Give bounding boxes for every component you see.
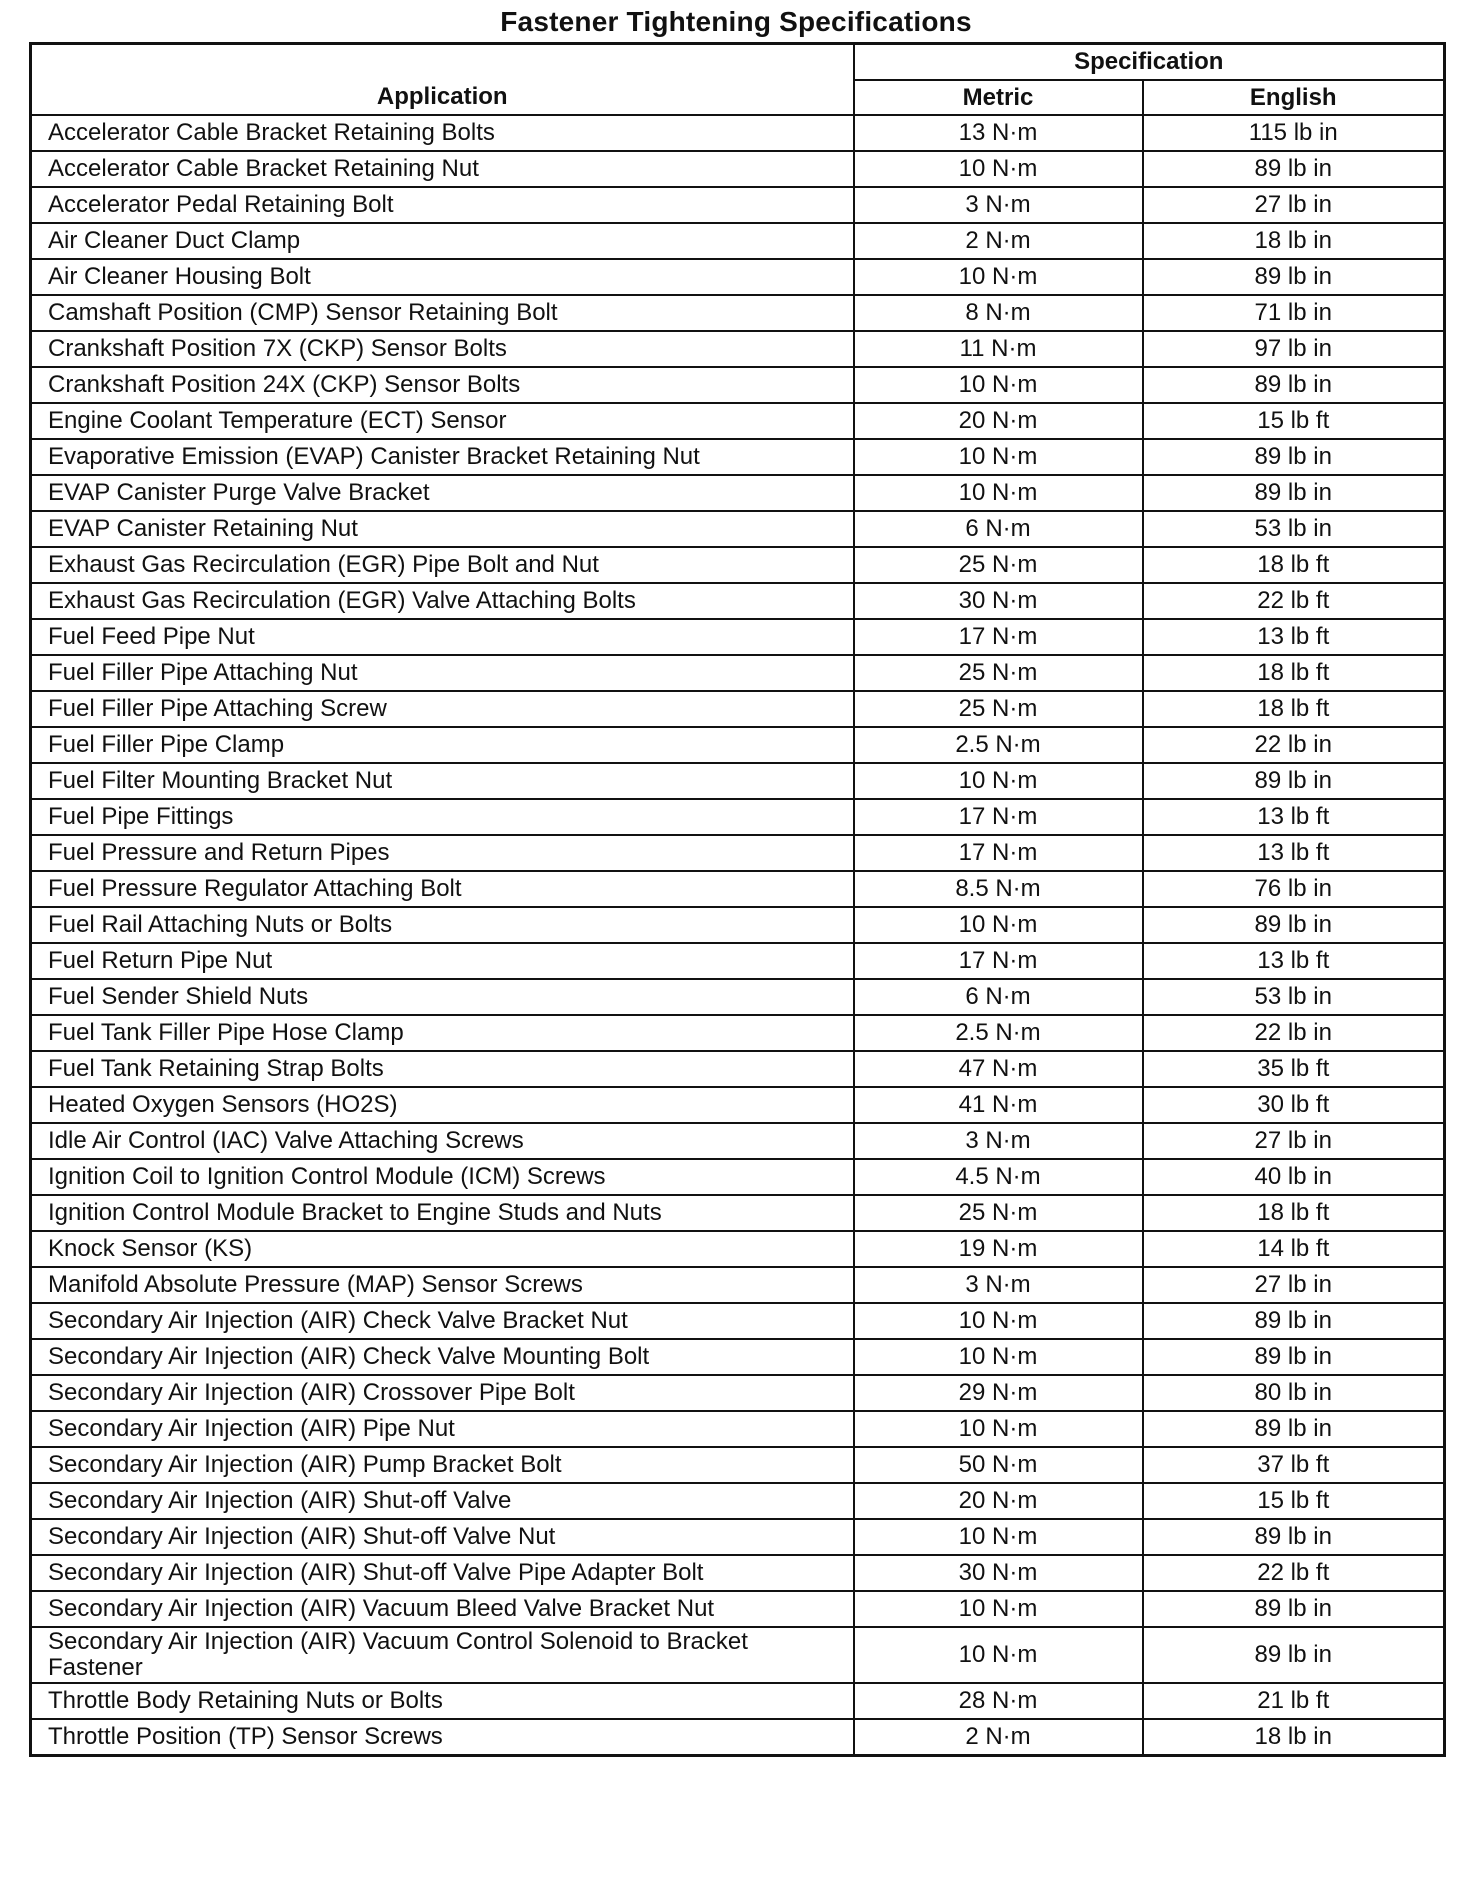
table-row bbox=[31, 1411, 1445, 1447]
table-row bbox=[31, 1159, 1445, 1195]
english-cell: 89 lb in bbox=[1143, 151, 1445, 187]
metric-cell: 11 N·m bbox=[854, 331, 1143, 367]
english-cell: 89 lb in bbox=[1143, 1591, 1445, 1627]
table-row bbox=[31, 727, 1445, 763]
application-cell: Fuel Pressure and Return Pipes bbox=[31, 835, 854, 871]
metric-cell: 25 N·m bbox=[854, 547, 1143, 583]
application-cell: Air Cleaner Duct Clamp bbox=[31, 223, 854, 259]
metric-cell: 8 N·m bbox=[854, 295, 1143, 331]
english-cell: 89 lb in bbox=[1143, 1411, 1445, 1447]
english-cell: 76 lb in bbox=[1143, 871, 1445, 907]
metric-cell: 50 N·m bbox=[854, 1447, 1143, 1483]
application-cell: Fuel Feed Pipe Nut bbox=[31, 619, 854, 655]
table-row bbox=[31, 187, 1445, 223]
table-row bbox=[31, 1483, 1445, 1519]
table-row bbox=[31, 1375, 1445, 1411]
application-cell: EVAP Canister Retaining Nut bbox=[31, 511, 854, 547]
table-row bbox=[31, 1683, 1445, 1719]
metric-cell: 4.5 N·m bbox=[854, 1159, 1143, 1195]
english-cell: 18 lb ft bbox=[1143, 1195, 1445, 1231]
metric-cell: 10 N·m bbox=[854, 1591, 1143, 1627]
metric-cell: 10 N·m bbox=[854, 1519, 1143, 1555]
table-row bbox=[31, 511, 1445, 547]
application-cell: Crankshaft Position 7X (CKP) Sensor Bolts bbox=[31, 331, 854, 367]
table-row bbox=[31, 1195, 1445, 1231]
english-cell: 18 lb ft bbox=[1143, 655, 1445, 691]
application-cell: Ignition Coil to Ignition Control Module (ICM) Screws bbox=[31, 1159, 854, 1195]
page-title: Fastener Tightening Specifications bbox=[500, 6, 972, 37]
table-row bbox=[31, 1591, 1445, 1627]
english-column-header: English bbox=[1143, 80, 1445, 115]
english-cell: 22 lb in bbox=[1143, 727, 1445, 763]
metric-cell: 2.5 N·m bbox=[854, 727, 1143, 763]
application-cell: Camshaft Position (CMP) Sensor Retaining Bolt bbox=[31, 295, 854, 331]
application-cell: EVAP Canister Purge Valve Bracket bbox=[31, 475, 854, 511]
table-row bbox=[31, 259, 1445, 295]
table-row bbox=[31, 115, 1445, 151]
application-cell: Air Cleaner Housing Bolt bbox=[31, 259, 854, 295]
fastener-spec-table bbox=[29, 42, 1446, 1757]
application-cell: Secondary Air Injection (AIR) Pipe Nut bbox=[31, 1411, 854, 1447]
english-cell: 18 lb ft bbox=[1143, 547, 1445, 583]
application-cell: Secondary Air Injection (AIR) Check Valve Mounting Bolt bbox=[31, 1339, 854, 1375]
application-cell: Knock Sensor (KS) bbox=[31, 1231, 854, 1267]
table-row bbox=[31, 655, 1445, 691]
metric-cell: 20 N·m bbox=[854, 1483, 1143, 1519]
table-row bbox=[31, 943, 1445, 979]
metric-cell: 17 N·m bbox=[854, 835, 1143, 871]
metric-cell: 2.5 N·m bbox=[854, 1015, 1143, 1051]
application-cell: Evaporative Emission (EVAP) Canister Bracket Retaining Nut bbox=[31, 439, 854, 475]
application-cell: Exhaust Gas Recirculation (EGR) Pipe Bolt and Nut bbox=[31, 547, 854, 583]
metric-cell: 10 N·m bbox=[854, 1339, 1143, 1375]
english-cell: 89 lb in bbox=[1143, 1519, 1445, 1555]
application-cell: Manifold Absolute Pressure (MAP) Sensor Screws bbox=[31, 1267, 854, 1303]
metric-cell: 20 N·m bbox=[854, 403, 1143, 439]
table-row bbox=[31, 367, 1445, 403]
application-cell: Fuel Filler Pipe Attaching Nut bbox=[31, 655, 854, 691]
table-row bbox=[31, 1087, 1445, 1123]
application-cell: Secondary Air Injection (AIR) Vacuum Control Solenoid to Bracket Fastener bbox=[31, 1627, 854, 1683]
application-cell: Secondary Air Injection (AIR) Crossover Pipe Bolt bbox=[31, 1375, 854, 1411]
english-cell: 18 lb in bbox=[1143, 223, 1445, 259]
metric-cell: 10 N·m bbox=[854, 367, 1143, 403]
application-cell: Secondary Air Injection (AIR) Pump Bracket Bolt bbox=[31, 1447, 854, 1483]
application-cell: Throttle Body Retaining Nuts or Bolts bbox=[31, 1683, 854, 1719]
english-cell: 13 lb ft bbox=[1143, 943, 1445, 979]
english-cell: 35 lb ft bbox=[1143, 1051, 1445, 1087]
metric-cell: 10 N·m bbox=[854, 1411, 1143, 1447]
application-cell: Fuel Sender Shield Nuts bbox=[31, 979, 854, 1015]
table-row bbox=[31, 1051, 1445, 1087]
english-cell: 18 lb ft bbox=[1143, 691, 1445, 727]
table-row bbox=[31, 439, 1445, 475]
table-row bbox=[31, 151, 1445, 187]
application-cell: Secondary Air Injection (AIR) Shut-off Valve Pipe Adapter Bolt bbox=[31, 1555, 854, 1591]
table-row bbox=[31, 583, 1445, 619]
metric-cell: 6 N·m bbox=[854, 979, 1143, 1015]
english-cell: 27 lb in bbox=[1143, 1123, 1445, 1159]
table-row bbox=[31, 1123, 1445, 1159]
english-cell: 89 lb in bbox=[1143, 1339, 1445, 1375]
english-cell: 30 lb ft bbox=[1143, 1087, 1445, 1123]
english-cell: 89 lb in bbox=[1143, 907, 1445, 943]
application-cell: Accelerator Cable Bracket Retaining Nut bbox=[31, 151, 854, 187]
english-cell: 40 lb in bbox=[1143, 1159, 1445, 1195]
table-row bbox=[31, 907, 1445, 943]
metric-cell: 8.5 N·m bbox=[854, 871, 1143, 907]
table-row bbox=[31, 1303, 1445, 1339]
application-cell: Secondary Air Injection (AIR) Check Valve Bracket Nut bbox=[31, 1303, 854, 1339]
table-row bbox=[31, 619, 1445, 655]
english-cell: 13 lb ft bbox=[1143, 619, 1445, 655]
english-cell: 115 lb in bbox=[1143, 115, 1445, 151]
english-cell: 22 lb in bbox=[1143, 1015, 1445, 1051]
english-cell: 89 lb in bbox=[1143, 1303, 1445, 1339]
table-row bbox=[31, 1339, 1445, 1375]
english-cell: 89 lb in bbox=[1143, 439, 1445, 475]
english-cell: 89 lb in bbox=[1143, 1627, 1445, 1683]
application-cell: Fuel Tank Filler Pipe Hose Clamp bbox=[31, 1015, 854, 1051]
table-row bbox=[31, 691, 1445, 727]
application-cell: Crankshaft Position 24X (CKP) Sensor Bolts bbox=[31, 367, 854, 403]
application-cell: Ignition Control Module Bracket to Engine Studs and Nuts bbox=[31, 1195, 854, 1231]
english-cell: 89 lb in bbox=[1143, 367, 1445, 403]
metric-cell: 28 N·m bbox=[854, 1683, 1143, 1719]
application-cell: Fuel Return Pipe Nut bbox=[31, 943, 854, 979]
table-row bbox=[31, 1719, 1445, 1756]
english-cell: 97 lb in bbox=[1143, 331, 1445, 367]
application-cell: Fuel Pressure Regulator Attaching Bolt bbox=[31, 871, 854, 907]
metric-cell: 3 N·m bbox=[854, 1267, 1143, 1303]
english-cell: 13 lb ft bbox=[1143, 799, 1445, 835]
table-row bbox=[31, 295, 1445, 331]
metric-cell: 10 N·m bbox=[854, 439, 1143, 475]
english-cell: 89 lb in bbox=[1143, 475, 1445, 511]
english-cell: 15 lb ft bbox=[1143, 403, 1445, 439]
table-row bbox=[31, 799, 1445, 835]
metric-column-header: Metric bbox=[854, 80, 1143, 115]
table-row bbox=[31, 475, 1445, 511]
application-cell: Heated Oxygen Sensors (HO2S) bbox=[31, 1087, 854, 1123]
metric-cell: 25 N·m bbox=[854, 655, 1143, 691]
english-cell: 21 lb ft bbox=[1143, 1683, 1445, 1719]
metric-cell: 25 N·m bbox=[854, 691, 1143, 727]
table-row bbox=[31, 1447, 1445, 1483]
metric-cell: 13 N·m bbox=[854, 115, 1143, 151]
application-cell: Accelerator Pedal Retaining Bolt bbox=[31, 187, 854, 223]
table-row bbox=[31, 1231, 1445, 1267]
application-cell: Secondary Air Injection (AIR) Vacuum Bleed Valve Bracket Nut bbox=[31, 1591, 854, 1627]
metric-cell: 41 N·m bbox=[854, 1087, 1143, 1123]
english-cell: 15 lb ft bbox=[1143, 1483, 1445, 1519]
metric-cell: 47 N·m bbox=[854, 1051, 1143, 1087]
metric-cell: 10 N·m bbox=[854, 475, 1143, 511]
application-cell: Idle Air Control (IAC) Valve Attaching Screws bbox=[31, 1123, 854, 1159]
table-row bbox=[31, 1519, 1445, 1555]
english-cell: 80 lb in bbox=[1143, 1375, 1445, 1411]
metric-cell: 17 N·m bbox=[854, 943, 1143, 979]
english-cell: 18 lb in bbox=[1143, 1719, 1445, 1756]
metric-cell: 29 N·m bbox=[854, 1375, 1143, 1411]
application-cell: Fuel Filler Pipe Attaching Screw bbox=[31, 691, 854, 727]
table-row bbox=[31, 1555, 1445, 1591]
application-column-header: Application bbox=[31, 44, 854, 116]
metric-cell: 3 N·m bbox=[854, 187, 1143, 223]
application-cell: Throttle Position (TP) Sensor Screws bbox=[31, 1719, 854, 1756]
application-cell: Fuel Tank Retaining Strap Bolts bbox=[31, 1051, 854, 1087]
table-row bbox=[31, 835, 1445, 871]
english-cell: 22 lb ft bbox=[1143, 1555, 1445, 1591]
application-cell: Exhaust Gas Recirculation (EGR) Valve Attaching Bolts bbox=[31, 583, 854, 619]
metric-cell: 25 N·m bbox=[854, 1195, 1143, 1231]
metric-cell: 10 N·m bbox=[854, 1627, 1143, 1683]
specification-group-header: Specification bbox=[854, 44, 1445, 81]
english-cell: 53 lb in bbox=[1143, 979, 1445, 1015]
table-row bbox=[31, 871, 1445, 907]
metric-cell: 10 N·m bbox=[854, 763, 1143, 799]
application-cell: Fuel Rail Attaching Nuts or Bolts bbox=[31, 907, 854, 943]
application-cell: Fuel Filler Pipe Clamp bbox=[31, 727, 854, 763]
metric-cell: 17 N·m bbox=[854, 619, 1143, 655]
table-row bbox=[31, 223, 1445, 259]
metric-cell: 2 N·m bbox=[854, 223, 1143, 259]
english-cell: 37 lb ft bbox=[1143, 1447, 1445, 1483]
metric-cell: 2 N·m bbox=[854, 1719, 1143, 1756]
table-row bbox=[31, 331, 1445, 367]
application-cell: Engine Coolant Temperature (ECT) Sensor bbox=[31, 403, 854, 439]
table-row bbox=[31, 1267, 1445, 1303]
metric-cell: 17 N·m bbox=[854, 799, 1143, 835]
english-cell: 71 lb in bbox=[1143, 295, 1445, 331]
english-cell: 14 lb ft bbox=[1143, 1231, 1445, 1267]
metric-cell: 3 N·m bbox=[854, 1123, 1143, 1159]
english-cell: 89 lb in bbox=[1143, 763, 1445, 799]
english-cell: 89 lb in bbox=[1143, 259, 1445, 295]
table-row bbox=[31, 1015, 1445, 1051]
application-cell: Accelerator Cable Bracket Retaining Bolts bbox=[31, 115, 854, 151]
english-cell: 13 lb ft bbox=[1143, 835, 1445, 871]
spec-table-body bbox=[31, 115, 1445, 1756]
english-cell: 53 lb in bbox=[1143, 511, 1445, 547]
table-row bbox=[31, 1627, 1445, 1683]
english-cell: 22 lb ft bbox=[1143, 583, 1445, 619]
metric-cell: 10 N·m bbox=[854, 1303, 1143, 1339]
metric-cell: 10 N·m bbox=[854, 907, 1143, 943]
table-row bbox=[31, 763, 1445, 799]
application-cell: Secondary Air Injection (AIR) Shut-off Valve bbox=[31, 1483, 854, 1519]
english-cell: 27 lb in bbox=[1143, 1267, 1445, 1303]
metric-cell: 19 N·m bbox=[854, 1231, 1143, 1267]
table-row bbox=[31, 547, 1445, 583]
metric-cell: 30 N·m bbox=[854, 1555, 1143, 1591]
metric-cell: 10 N·m bbox=[854, 151, 1143, 187]
metric-cell: 30 N·m bbox=[854, 583, 1143, 619]
table-row bbox=[31, 403, 1445, 439]
application-cell: Secondary Air Injection (AIR) Shut-off Valve Nut bbox=[31, 1519, 854, 1555]
application-cell: Fuel Filter Mounting Bracket Nut bbox=[31, 763, 854, 799]
metric-cell: 10 N·m bbox=[854, 259, 1143, 295]
english-cell: 27 lb in bbox=[1143, 187, 1445, 223]
metric-cell: 6 N·m bbox=[854, 511, 1143, 547]
table-row bbox=[31, 979, 1445, 1015]
application-cell: Fuel Pipe Fittings bbox=[31, 799, 854, 835]
